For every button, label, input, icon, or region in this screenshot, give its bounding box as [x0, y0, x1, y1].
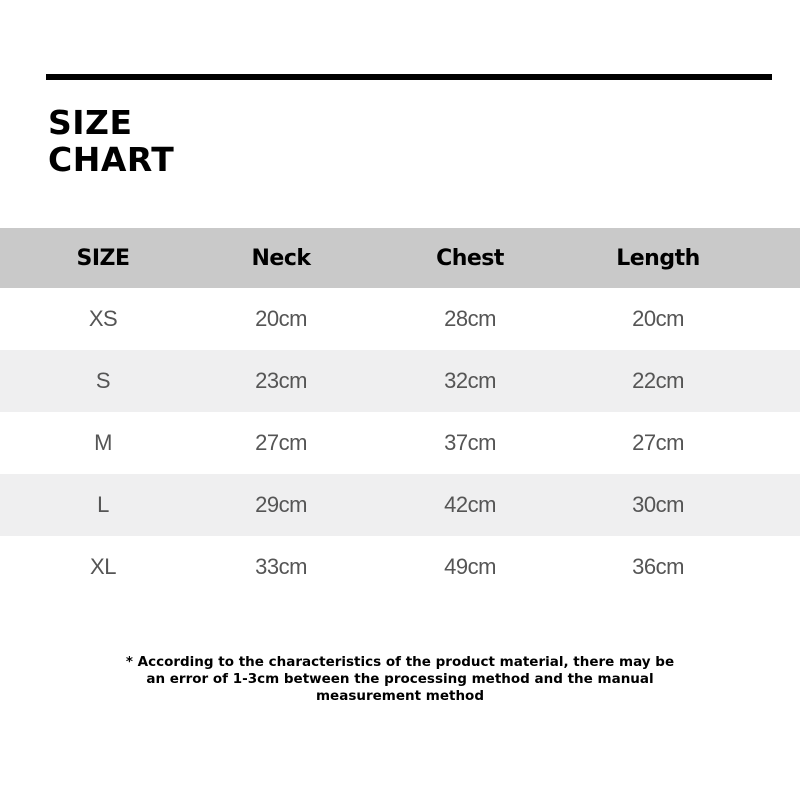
table-row	[0, 474, 800, 536]
table-row	[0, 288, 800, 350]
length-cell: 30cm	[632, 492, 684, 517]
length-cell: 27cm	[632, 430, 684, 455]
neck-cell: 20cm	[255, 306, 307, 331]
neck-cell: 23cm	[255, 368, 307, 393]
chest-cell: 49cm	[444, 554, 496, 579]
length-cell: 20cm	[632, 306, 684, 331]
length-cell: 22cm	[632, 368, 684, 393]
size-cell: XS	[88, 306, 118, 331]
measurement-note: * According to the characteristics of the product material, there may be an error of 1-3cm between the processing method and the manual measurement method	[125, 654, 675, 704]
size-table	[0, 228, 800, 598]
neck-cell: 33cm	[255, 554, 307, 579]
size-cell: XL	[90, 554, 116, 579]
header-chest: Chest	[436, 245, 504, 271]
header-length: Length	[616, 245, 700, 271]
chest-cell: 42cm	[444, 492, 496, 517]
table-row	[0, 536, 800, 598]
size-cell: S	[95, 368, 111, 393]
chest-cell: 37cm	[444, 430, 496, 455]
table-header-row	[0, 228, 800, 288]
table-row	[0, 350, 800, 412]
neck-cell: 27cm	[255, 430, 307, 455]
length-cell: 36cm	[632, 554, 684, 579]
page-title	[48, 104, 174, 178]
chest-cell: 28cm	[444, 306, 496, 331]
table-row	[0, 412, 800, 474]
chest-cell: 32cm	[444, 368, 496, 393]
header-size: SIZE	[76, 245, 130, 271]
top-divider	[46, 74, 772, 80]
size-cell: L	[97, 492, 109, 517]
header-neck: Neck	[251, 245, 311, 271]
title-line-2: CHART	[48, 140, 175, 179]
title-line-1: SIZE	[48, 103, 133, 142]
size-cell: M	[94, 430, 112, 455]
neck-cell: 29cm	[255, 492, 307, 517]
